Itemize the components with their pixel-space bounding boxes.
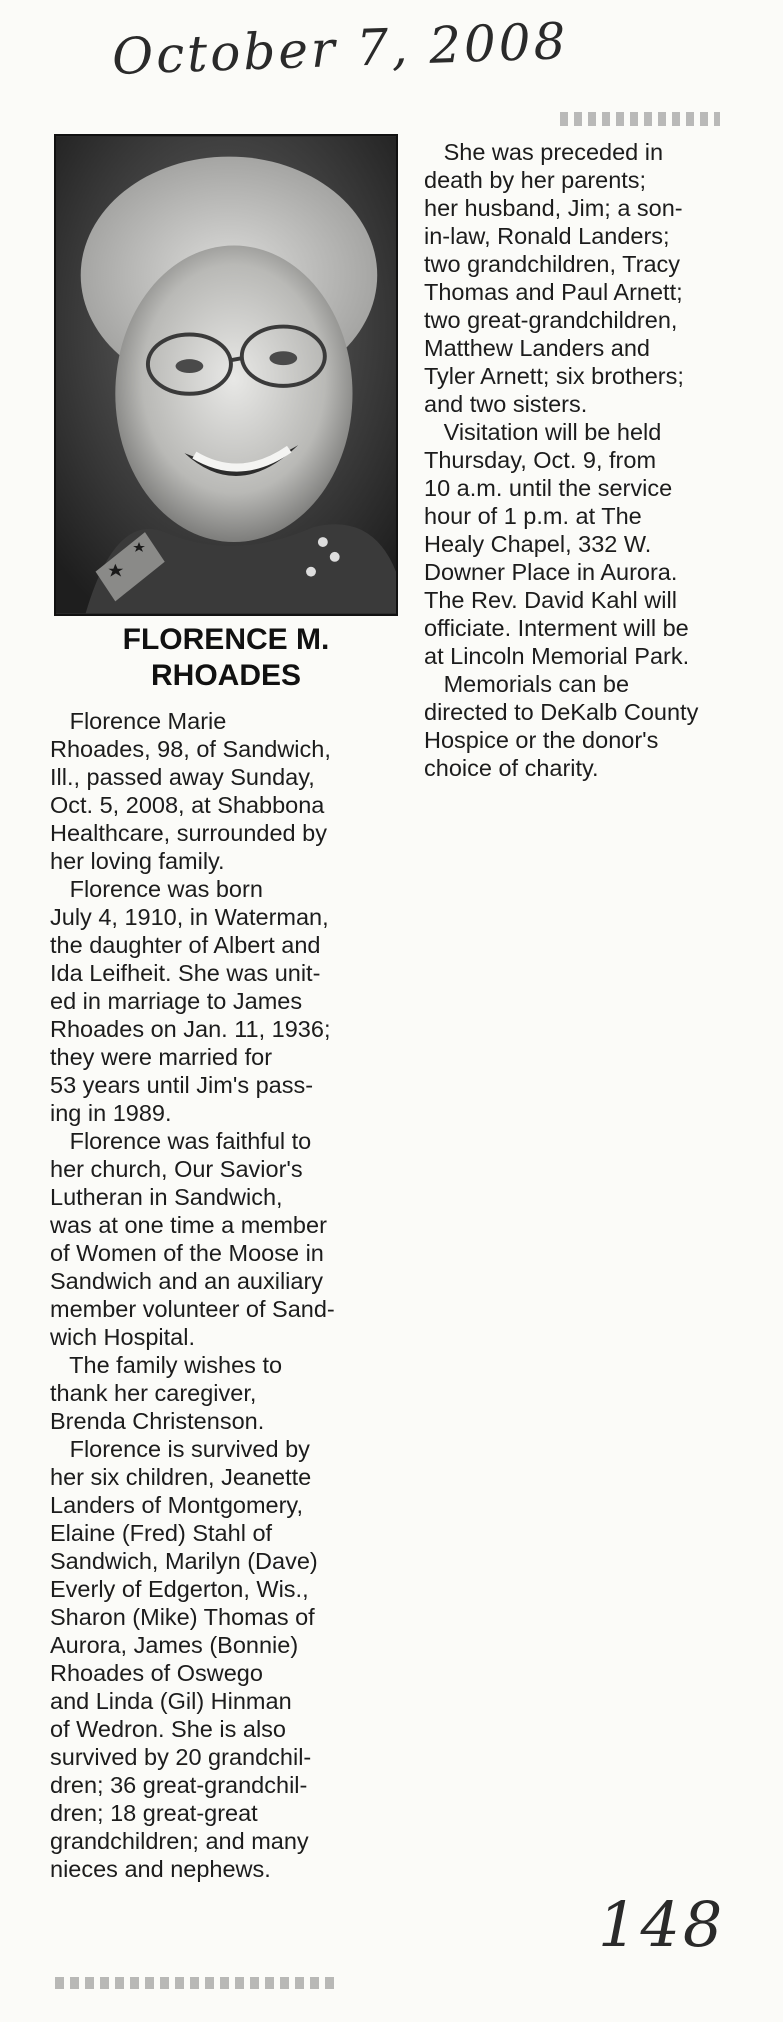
obituary-column-right xyxy=(424,138,764,782)
text-line: Visitation will be held xyxy=(424,419,662,445)
text-line: dren; 18 great-great xyxy=(50,1800,258,1826)
text-line: Sandwich, Marilyn (Dave) xyxy=(50,1548,318,1574)
text-line: and Linda (Gil) Hinman xyxy=(50,1688,292,1714)
text-line: 10 a.m. until the service xyxy=(424,475,673,501)
text-line: death by her parents; xyxy=(424,167,647,193)
text-line: was at one time a member xyxy=(50,1212,327,1238)
text-line: Landers of Montgomery, xyxy=(50,1492,303,1518)
text-line: wich Hospital. xyxy=(50,1324,195,1350)
text-line: member volunteer of Sand- xyxy=(50,1296,335,1322)
obituary-headline xyxy=(54,622,398,694)
text-line: at Lincoln Memorial Park. xyxy=(424,643,690,669)
text-line: Rhoades of Oswego xyxy=(50,1660,263,1686)
text-line: The family wishes to xyxy=(50,1352,283,1378)
text-line: directed to DeKalb County xyxy=(424,699,699,725)
text-line: Tyler Arnett; six brothers; xyxy=(424,363,684,389)
text-line: Memorials can be xyxy=(424,671,630,697)
text-line: grandchildren; and many xyxy=(50,1828,309,1854)
text-line: Matthew Landers and xyxy=(424,335,651,361)
text-line: Oct. 5, 2008, at Shabbona xyxy=(50,792,325,818)
text-line: hour of 1 p.m. at The xyxy=(424,503,642,529)
text-line: ing in 1989. xyxy=(50,1100,172,1126)
text-line: Thomas and Paul Arnett; xyxy=(424,279,683,305)
text-line: Brenda Christenson. xyxy=(50,1408,265,1434)
text-line: they were married for xyxy=(50,1044,273,1070)
text-line: July 4, 1910, in Waterman, xyxy=(50,904,329,930)
text-line: and two sisters. xyxy=(424,391,588,417)
text-line: her six children, Jeanette xyxy=(50,1464,312,1490)
text-line: The Rev. David Kahl will xyxy=(424,587,677,613)
text-line: Florence was faithful to xyxy=(50,1128,312,1154)
text-line: Thursday, Oct. 9, from xyxy=(424,447,657,473)
text-line: Sandwich and an auxiliary xyxy=(50,1268,324,1294)
text-line: Aurora, James (Bonnie) xyxy=(50,1632,299,1658)
handwritten-page-number: 148 xyxy=(598,1888,726,1961)
text-line: nieces and nephews. xyxy=(50,1856,271,1882)
text-line: She was preceded in xyxy=(424,139,664,165)
text-line: ed in marriage to James xyxy=(50,988,303,1014)
text-line: Everly of Edgerton, Wis., xyxy=(50,1576,309,1602)
text-line: Lutheran in Sandwich, xyxy=(50,1184,283,1210)
text-line: survived by 20 grandchil- xyxy=(50,1744,312,1770)
text-line: two great-grandchildren, xyxy=(424,307,678,333)
text-line: Downer Place in Aurora. xyxy=(424,559,678,585)
text-line: her loving family. xyxy=(50,848,225,874)
text-line: of Wedron. She is also xyxy=(50,1716,286,1742)
text-line: Elaine (Fred) Stahl of xyxy=(50,1520,273,1546)
text-line: Sharon (Mike) Thomas of xyxy=(50,1604,315,1630)
portrait-photo xyxy=(54,134,398,616)
text-line: Hospice or the donor's xyxy=(424,727,659,753)
text-line: Florence Marie xyxy=(50,708,227,734)
text-line: officiate. Interment will be xyxy=(424,615,689,641)
obituary-column-left xyxy=(50,707,400,1883)
text-line: two grandchildren, Tracy xyxy=(424,251,681,277)
headline-line-2: RHOADES xyxy=(150,659,301,692)
text-line: Florence is survived by xyxy=(50,1436,310,1462)
clipping-cut-edge-bottom xyxy=(55,1977,335,1989)
text-line: the daughter of Albert and xyxy=(50,932,321,958)
clipping-cut-edge-top xyxy=(560,112,720,126)
text-line: dren; 36 great-grandchil- xyxy=(50,1772,308,1798)
handwritten-date: October 7, 2008 xyxy=(111,12,570,86)
text-line: 53 years until Jim's pass- xyxy=(50,1072,314,1098)
headline-line-1: FLORENCE M. xyxy=(122,623,330,656)
text-line: her church, Our Savior's xyxy=(50,1156,303,1182)
text-line: choice of charity. xyxy=(424,755,599,781)
text-line: Rhoades, 98, of Sandwich, xyxy=(50,736,331,762)
text-line: her husband, Jim; a son- xyxy=(424,195,683,221)
text-line: Ida Leifheit. She was unit- xyxy=(50,960,321,986)
text-line: of Women of the Moose in xyxy=(50,1240,324,1266)
text-line: thank her caregiver, xyxy=(50,1380,257,1406)
text-line: Healthcare, surrounded by xyxy=(50,820,327,846)
text-line: Florence was born xyxy=(50,876,263,902)
text-line: Rhoades on Jan. 11, 1936; xyxy=(50,1016,331,1042)
text-line: Healy Chapel, 332 W. xyxy=(424,531,652,557)
text-line: in-law, Ronald Landers; xyxy=(424,223,670,249)
text-line: Ill., passed away Sunday, xyxy=(50,764,315,790)
